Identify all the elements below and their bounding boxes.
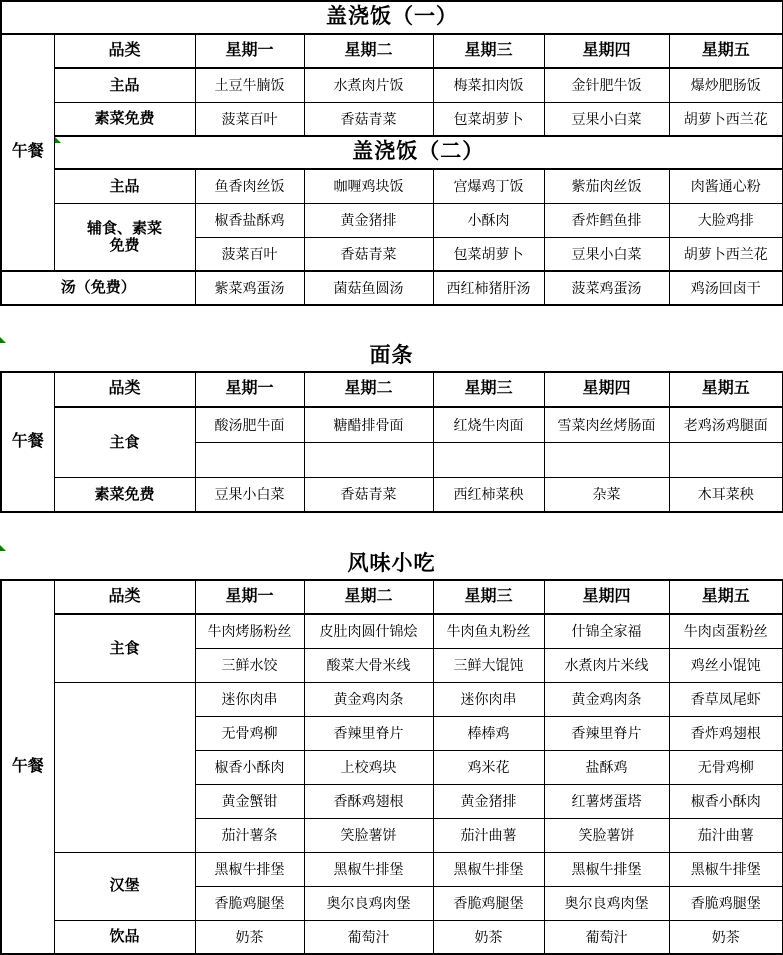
cell-item: 大脸鸡排 — [669, 203, 783, 237]
meal-label-lunch: 午餐 — [1, 372, 54, 512]
noodles-table — [0, 371, 783, 513]
cell-item: 西红柿猪肝汤 — [433, 271, 544, 305]
cell-item: 金针肥牛饭 — [544, 68, 669, 102]
cell-item: 茄汁曲薯 — [669, 818, 783, 852]
header-category: 品类 — [54, 580, 195, 614]
category-burger: 汉堡 — [54, 852, 195, 920]
cell-item: 包菜胡萝卜 — [433, 102, 544, 136]
cell-item: 土豆牛腩饭 — [195, 68, 304, 102]
cell-item: 葡萄汁 — [304, 920, 433, 954]
cell-item: 三鲜水饺 — [195, 648, 304, 682]
cell-item: 上校鸡块 — [304, 750, 433, 784]
cell-item: 黄金鸡肉条 — [544, 682, 669, 716]
table-title-noodles: 面条 — [369, 344, 414, 367]
cell-item: 奥尔良鸡肉堡 — [304, 886, 433, 920]
cell-item: 香脆鸡腿堡 — [669, 886, 783, 920]
category-free-veg: 素菜免费 — [54, 477, 195, 512]
cell-item-empty — [433, 442, 544, 477]
cell-item: 红薯烤蛋塔 — [544, 784, 669, 818]
cell-item: 迷你肉串 — [195, 682, 304, 716]
cell-item: 什锦全家福 — [544, 614, 669, 648]
cell-item: 小酥肉 — [433, 203, 544, 237]
cell-item: 牛肉鱼丸粉丝 — [433, 614, 544, 648]
cell-item: 黄金猪排 — [304, 203, 433, 237]
cell-item: 香菇青菜 — [304, 237, 433, 271]
section-gap — [0, 513, 783, 579]
table-title-rice-bowl-1: 盖浇饭（一） — [1, 1, 783, 34]
cell-item-empty — [195, 442, 304, 477]
cell-item: 雪菜肉丝烤肠面 — [544, 407, 669, 442]
header-friday: 星期五 — [669, 34, 783, 68]
category-label-line2: 免费 — [109, 236, 140, 254]
header-tuesday: 星期二 — [304, 580, 433, 614]
cell-item: 茄汁曲薯 — [433, 818, 544, 852]
cell-item: 宫爆鸡丁饭 — [433, 169, 544, 203]
section-title-text: 盖浇饭（二） — [352, 140, 485, 164]
cell-item: 黄金蟹钳 — [195, 784, 304, 818]
category-fried-snacks-empty — [54, 682, 195, 852]
cell-item: 西红柿菜秧 — [433, 477, 544, 512]
header-monday: 星期一 — [195, 580, 304, 614]
cell-item: 香脆鸡腿堡 — [433, 886, 544, 920]
cell-item: 黑椒牛排堡 — [544, 852, 669, 886]
header-tuesday: 星期二 — [304, 372, 433, 407]
cell-item: 鸡丝小馄饨 — [669, 648, 783, 682]
category-main-dish: 主品 — [54, 68, 195, 102]
cell-item: 水煮肉片米线 — [544, 648, 669, 682]
cell-item: 三鲜大馄饨 — [433, 648, 544, 682]
cell-item: 椒香小酥肉 — [195, 750, 304, 784]
cell-item: 香脆鸡腿堡 — [195, 886, 304, 920]
cell-item: 椒香盐酥鸡 — [195, 203, 304, 237]
cell-item: 黄金猪排 — [433, 784, 544, 818]
cell-item: 皮肚肉圆什锦烩 — [304, 614, 433, 648]
table-title-snacks-row — [0, 545, 783, 579]
cell-item: 香菇青菜 — [304, 102, 433, 136]
rice-bowl-table — [0, 0, 783, 306]
cell-item: 奶茶 — [195, 920, 304, 954]
cell-item: 葡萄汁 — [544, 920, 669, 954]
cell-item: 香炸鸡翅根 — [669, 716, 783, 750]
cell-item: 爆炒肥肠饭 — [669, 68, 783, 102]
header-monday: 星期一 — [195, 34, 304, 68]
snacks-table — [0, 579, 783, 955]
table-title-noodles-row — [0, 337, 783, 371]
category-main-dish: 主品 — [54, 169, 195, 203]
table-title-rice-bowl-2 — [54, 136, 783, 169]
cell-item: 菠菜百叶 — [195, 237, 304, 271]
category-staple: 主食 — [54, 407, 195, 477]
cell-item: 鸡米花 — [433, 750, 544, 784]
cell-item: 豆果小白菜 — [195, 477, 304, 512]
header-thursday: 星期四 — [544, 580, 669, 614]
cell-item: 红烧牛肉面 — [433, 407, 544, 442]
cell-item: 豆果小白菜 — [544, 102, 669, 136]
header-thursday: 星期四 — [544, 372, 669, 407]
cell-item: 豆果小白菜 — [544, 237, 669, 271]
cell-item: 鸡汤回卤干 — [669, 271, 783, 305]
meal-label-lunch: 午餐 — [1, 580, 54, 954]
cell-item: 棒棒鸡 — [433, 716, 544, 750]
cell-item: 菠菜百叶 — [195, 102, 304, 136]
cell-item: 笑脸薯饼 — [544, 818, 669, 852]
cell-item: 紫菜鸡蛋汤 — [195, 271, 304, 305]
cell-item-empty — [544, 442, 669, 477]
cell-item: 黑椒牛排堡 — [669, 852, 783, 886]
header-friday: 星期五 — [669, 372, 783, 407]
cell-item: 盐酥鸡 — [544, 750, 669, 784]
table-title-snacks: 风味小吃 — [347, 552, 436, 575]
header-monday: 星期一 — [195, 372, 304, 407]
cell-item: 奥尔良鸡肉堡 — [544, 886, 669, 920]
category-drink: 饮品 — [54, 920, 195, 954]
cell-item: 黄金鸡肉条 — [304, 682, 433, 716]
cell-item: 香草凤尾虾 — [669, 682, 783, 716]
cell-item: 香菇青菜 — [304, 477, 433, 512]
cell-item: 迷你肉串 — [433, 682, 544, 716]
cell-item: 杂菜 — [544, 477, 669, 512]
cell-item: 黑椒牛排堡 — [433, 852, 544, 886]
cell-item: 香酥鸡翅根 — [304, 784, 433, 818]
cell-item: 牛肉烤肠粉丝 — [195, 614, 304, 648]
header-wednesday: 星期三 — [433, 34, 544, 68]
cell-item: 胡萝卜西兰花 — [669, 237, 783, 271]
cell-item: 糖醋排骨面 — [304, 407, 433, 442]
category-side-and-veg — [54, 203, 195, 271]
cell-item: 肉酱通心粉 — [669, 169, 783, 203]
cell-item: 牛肉卤蛋粉丝 — [669, 614, 783, 648]
cell-item: 黑椒牛排堡 — [304, 852, 433, 886]
meal-label-lunch: 午餐 — [1, 34, 54, 271]
excel-error-marker-icon — [0, 545, 6, 551]
cell-item: 黑椒牛排堡 — [195, 852, 304, 886]
cell-item: 酸菜大骨米线 — [304, 648, 433, 682]
cell-item: 酸汤肥牛面 — [195, 407, 304, 442]
cell-item: 木耳菜秧 — [669, 477, 783, 512]
cell-item: 包菜胡萝卜 — [433, 237, 544, 271]
cell-item: 香辣里脊片 — [304, 716, 433, 750]
cell-item: 老鸡汤鸡腿面 — [669, 407, 783, 442]
cell-item: 奶茶 — [669, 920, 783, 954]
cell-item: 咖喱鸡块饭 — [304, 169, 433, 203]
category-free-veg: 素菜免费 — [54, 102, 195, 136]
cell-item-empty — [304, 442, 433, 477]
cell-item: 无骨鸡柳 — [669, 750, 783, 784]
cell-item: 梅菜扣肉饭 — [433, 68, 544, 102]
cell-item: 香炸鳕鱼排 — [544, 203, 669, 237]
cell-item: 香辣里脊片 — [544, 716, 669, 750]
cell-item-empty — [669, 442, 783, 477]
excel-error-marker-icon — [55, 137, 61, 143]
header-wednesday: 星期三 — [433, 372, 544, 407]
cell-item: 水煮肉片饭 — [304, 68, 433, 102]
cell-item: 紫茄肉丝饭 — [544, 169, 669, 203]
excel-error-marker-icon — [0, 337, 6, 343]
header-friday: 星期五 — [669, 580, 783, 614]
category-soup-free: 汤（免费） — [1, 271, 195, 305]
header-tuesday: 星期二 — [304, 34, 433, 68]
cell-item: 无骨鸡柳 — [195, 716, 304, 750]
cell-item: 胡萝卜西兰花 — [669, 102, 783, 136]
header-category: 品类 — [54, 34, 195, 68]
header-thursday: 星期四 — [544, 34, 669, 68]
cell-item: 茄汁薯条 — [195, 818, 304, 852]
cell-item: 菠菜鸡蛋汤 — [544, 271, 669, 305]
cell-item: 椒香小酥肉 — [669, 784, 783, 818]
header-category: 品类 — [54, 372, 195, 407]
section-gap — [0, 306, 783, 371]
cell-item: 鱼香肉丝饭 — [195, 169, 304, 203]
cell-item: 笑脸薯饼 — [304, 818, 433, 852]
category-staple: 主食 — [54, 614, 195, 682]
header-wednesday: 星期三 — [433, 580, 544, 614]
cell-item: 菌菇鱼圆汤 — [304, 271, 433, 305]
cell-item: 奶茶 — [433, 920, 544, 954]
category-label-line1: 辅食、素菜 — [86, 219, 162, 237]
